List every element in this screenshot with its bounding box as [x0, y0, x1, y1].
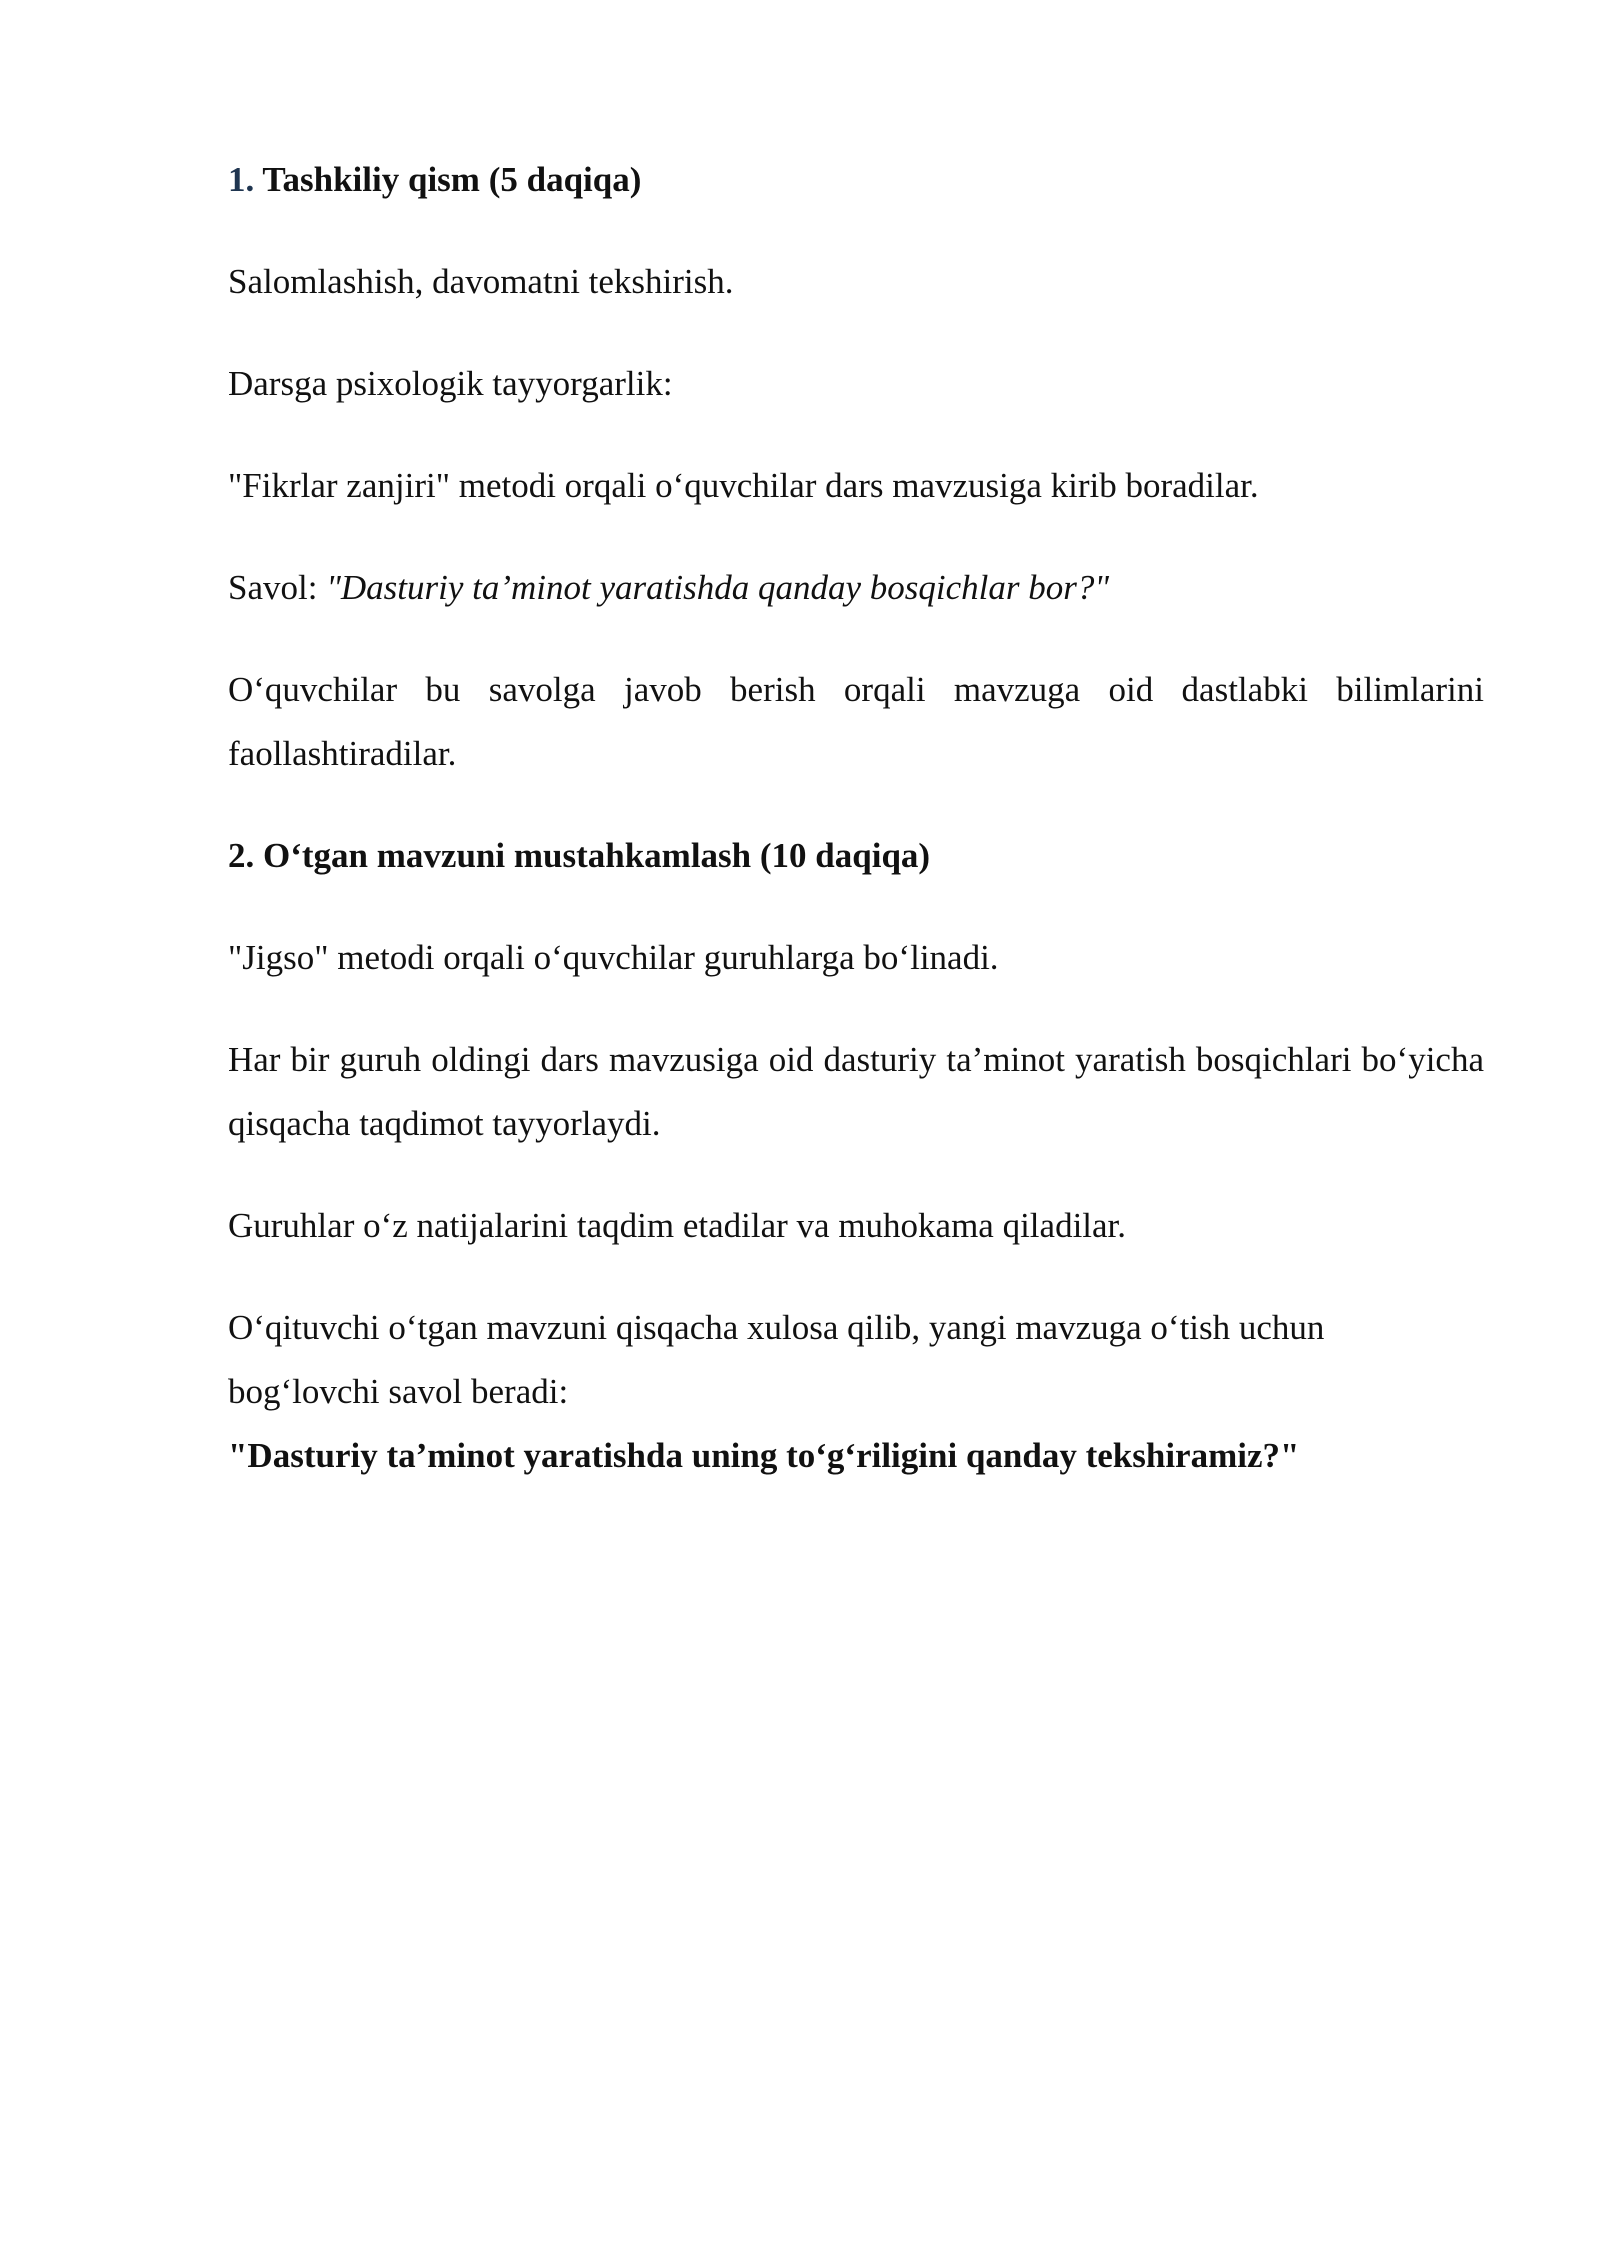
- section-2-heading: 2. O‘tgan mavzuni mustahkamlash (10 daqiqa): [228, 836, 931, 875]
- question-label: Savol:: [228, 568, 327, 607]
- document-body: [228, 148, 1484, 1526]
- section-1-title: Tashkiliy qism (5 daqiqa): [262, 160, 642, 199]
- preparation-paragraph: Darsga psixologik tayyorgarlik:: [228, 364, 673, 403]
- teacher-summary-paragraph: O‘qituvchi o‘tgan mavzuni qisqacha xulosa qilib, yangi mavzuga o‘tish uchun bog‘lovchi savol beradi:: [228, 1308, 1325, 1411]
- section-1-heading: [228, 148, 1484, 212]
- question-paragraph: [228, 556, 1484, 620]
- method-paragraph: "Fikrlar zanjiri" metodi orqali o‘quvchilar dars mavzusiga kirib boradilar.: [228, 466, 1259, 505]
- groups-prepare-paragraph: Har bir guruh oldingi dars mavzusiga oid dasturiy ta’minot yaratish bosqichlari bo‘yicha qisqacha taqdimot tayyorlaydi.: [228, 1040, 1484, 1143]
- section-1-number: 1.: [228, 160, 255, 199]
- question-text: "Dasturiy ta’minot yaratishda qanday bosqichlar bor?": [326, 568, 1110, 607]
- greeting-paragraph: Salomlashish, davomatni tekshirish.: [228, 262, 734, 301]
- activation-paragraph: O‘quvchilar bu savolga javob berish orqali mavzuga oid dastlabki bilimlarini faollashtiradilar.: [228, 670, 1484, 773]
- bridge-question: "Dasturiy ta’minot yaratishda uning to‘g‘riligini qanday tekshiramiz?": [228, 1436, 1300, 1475]
- groups-present-paragraph: Guruhlar o‘z natijalarini taqdim etadilar va muhokama qiladilar.: [228, 1206, 1127, 1245]
- jigsaw-paragraph: "Jigso" metodi orqali o‘quvchilar guruhlarga bo‘linadi.: [228, 938, 999, 977]
